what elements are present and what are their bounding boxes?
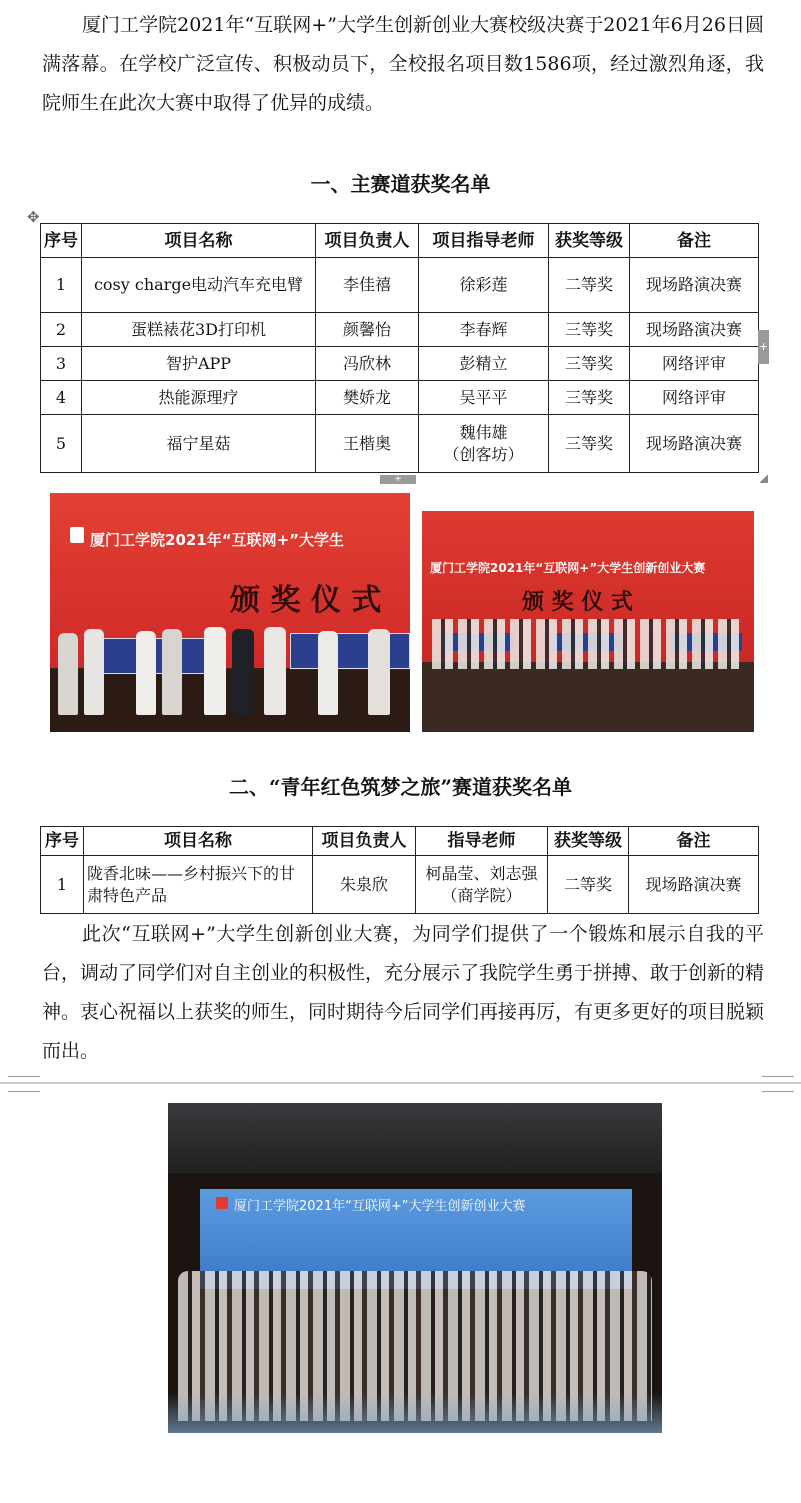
cell-no: 4 <box>41 381 82 415</box>
cell-level: 三等奖 <box>549 313 630 347</box>
group-of-people <box>432 619 744 669</box>
col-header-name: 项目名称 <box>82 224 316 258</box>
cell-name-line1: 陇香北味——乡村振兴下的甘 <box>87 863 296 883</box>
page-break-line <box>0 1082 801 1084</box>
section-2-title: 二、“青年红色筑梦之旅”赛道获奖名单 <box>228 775 572 799</box>
col-header-no: 序号 <box>41 224 82 258</box>
page-corner-mark-left <box>8 1076 40 1092</box>
col-header-level: 获奖等级 <box>548 827 629 856</box>
cell-name: cosy charge电动汽车充电臂 <box>82 258 316 313</box>
table-row <box>41 856 759 914</box>
award-board-1 <box>100 638 220 674</box>
table-row <box>41 347 759 381</box>
cell-note: 现场路演决赛 <box>630 258 759 313</box>
col-header-level: 获奖等级 <box>549 224 630 258</box>
cell-name: 热能源理疗 <box>82 381 316 415</box>
person <box>232 629 254 715</box>
photo1-ceremony-text: 颁 奖 仪 式 <box>230 583 382 618</box>
front-seats <box>168 1393 662 1433</box>
cell-advisor: 吴平平 <box>419 381 549 415</box>
cell-level: 三等奖 <box>549 347 630 381</box>
col-header-name: 项目名称 <box>84 827 313 856</box>
table-row <box>41 258 759 313</box>
cell-level: 二等奖 <box>549 258 630 313</box>
photo2-ceremony-text: 颁 奖 仪 式 <box>522 590 633 615</box>
cell-no: 1 <box>41 258 82 313</box>
cell-advisor <box>419 415 549 473</box>
cell-note: 现场路演决赛 <box>629 856 759 914</box>
cell-level: 二等奖 <box>548 856 629 914</box>
person <box>136 631 156 715</box>
table-row <box>41 415 759 473</box>
stage-floor <box>422 662 754 732</box>
person <box>318 631 338 715</box>
photo1-banner-title: 厦门工学院2021年“互联网+”大学生 <box>90 531 345 549</box>
section-1-title: 一、主赛道获奖名单 <box>310 172 491 196</box>
photo3-banner-title: 厦门工学院2021年“互联网+”大学生创新创业大赛 <box>234 1199 526 1214</box>
cell-name: 智护APP <box>82 347 316 381</box>
col-header-leader: 项目负责人 <box>316 224 419 258</box>
cell-name <box>84 856 313 914</box>
school-logo-icon <box>216 1197 228 1209</box>
person <box>204 627 226 715</box>
cell-advisor <box>416 856 548 914</box>
cell-advisor: 李春辉 <box>419 313 549 347</box>
person <box>368 629 390 715</box>
cell-note: 网络评审 <box>630 381 759 415</box>
cell-no: 3 <box>41 347 82 381</box>
main-track-awards-table <box>40 223 759 473</box>
cell-advisor-line2: （商学院） <box>441 885 522 905</box>
award-board-2 <box>290 633 410 669</box>
cell-name: 福宁星菇 <box>82 415 316 473</box>
cell-leader: 李佳禧 <box>316 258 419 313</box>
cell-note: 现场路演决赛 <box>630 313 759 347</box>
col-header-advisor: 指导老师 <box>416 827 548 856</box>
cell-no: 2 <box>41 313 82 347</box>
table-header-row <box>41 827 759 856</box>
col-header-note: 备注 <box>629 827 759 856</box>
intro-paragraph: 厦门工学院2021年“互联网+”大学生创新创业大赛校级决赛于2021年6月26日圆满落幕。在学校广泛宣传、积极动员下，全校报名项目数1586项，经过激烈角逐，我院师生在此次大赛中取得了优异的成绩。 <box>42 14 764 114</box>
col-header-no: 序号 <box>41 827 84 856</box>
ceiling <box>168 1103 662 1173</box>
cell-name: 蛋糕裱花3D打印机 <box>82 313 316 347</box>
cell-leader: 王楷奥 <box>316 415 419 473</box>
person <box>264 627 286 715</box>
cell-leader: 颜馨怡 <box>316 313 419 347</box>
cell-advisor: 徐彩莲 <box>419 258 549 313</box>
award-ceremony-photo-2 <box>422 511 754 732</box>
closing-paragraph: 此次“互联网+”大学生创新创业大赛，为同学们提供了一个锻炼和展示自我的平台，调动了同学们对自主创业的积极性，充分展示了我院学生勇于拼搏、敢于创新的精神。衷心祝福以上获奖的师生，同时期待今后同学们再接再厉，有更多更好的项目脱颖而出。 <box>42 923 765 1062</box>
stage-floor <box>50 670 410 732</box>
cell-leader: 樊娇龙 <box>316 381 419 415</box>
group-photo <box>168 1103 662 1433</box>
award-ceremony-photo-1 <box>50 493 410 732</box>
cell-level: 三等奖 <box>549 415 630 473</box>
table-row <box>41 313 759 347</box>
col-header-note: 备注 <box>630 224 759 258</box>
cell-leader: 冯欣林 <box>316 347 419 381</box>
cell-advisor: 彭精立 <box>419 347 549 381</box>
red-dream-track-awards-table <box>40 826 759 914</box>
table-resize-handle-icon[interactable] <box>760 475 768 483</box>
cell-note: 现场路演决赛 <box>630 415 759 473</box>
table-move-handle-icon[interactable]: ✥ <box>27 208 40 226</box>
col-header-leader: 项目负责人 <box>313 827 416 856</box>
cell-advisor-line2: （创客坊） <box>443 444 524 464</box>
person <box>58 633 78 715</box>
cell-leader: 朱泉欣 <box>313 856 416 914</box>
cell-advisor-line1: 柯晶莹、刘志强 <box>425 863 538 883</box>
cell-level: 三等奖 <box>549 381 630 415</box>
photo2-banner-title: 厦门工学院2021年“互联网+”大学生创新创业大赛 <box>430 561 706 575</box>
page-corner-mark-right <box>762 1076 794 1092</box>
cell-no: 5 <box>41 415 82 473</box>
table-header-row <box>41 224 759 258</box>
table-row <box>41 381 759 415</box>
add-row-handle-icon[interactable]: + <box>380 475 416 484</box>
col-header-advisor: 项目指导老师 <box>419 224 549 258</box>
school-logo-icon <box>70 527 84 543</box>
add-column-handle-icon[interactable]: + <box>758 330 769 364</box>
person <box>162 629 182 715</box>
cell-no: 1 <box>41 856 84 914</box>
cell-name-line2: 肃特色产品 <box>87 885 168 905</box>
cell-advisor-line1: 魏伟雄 <box>459 422 508 442</box>
cell-note: 网络评审 <box>630 347 759 381</box>
person <box>84 629 104 715</box>
